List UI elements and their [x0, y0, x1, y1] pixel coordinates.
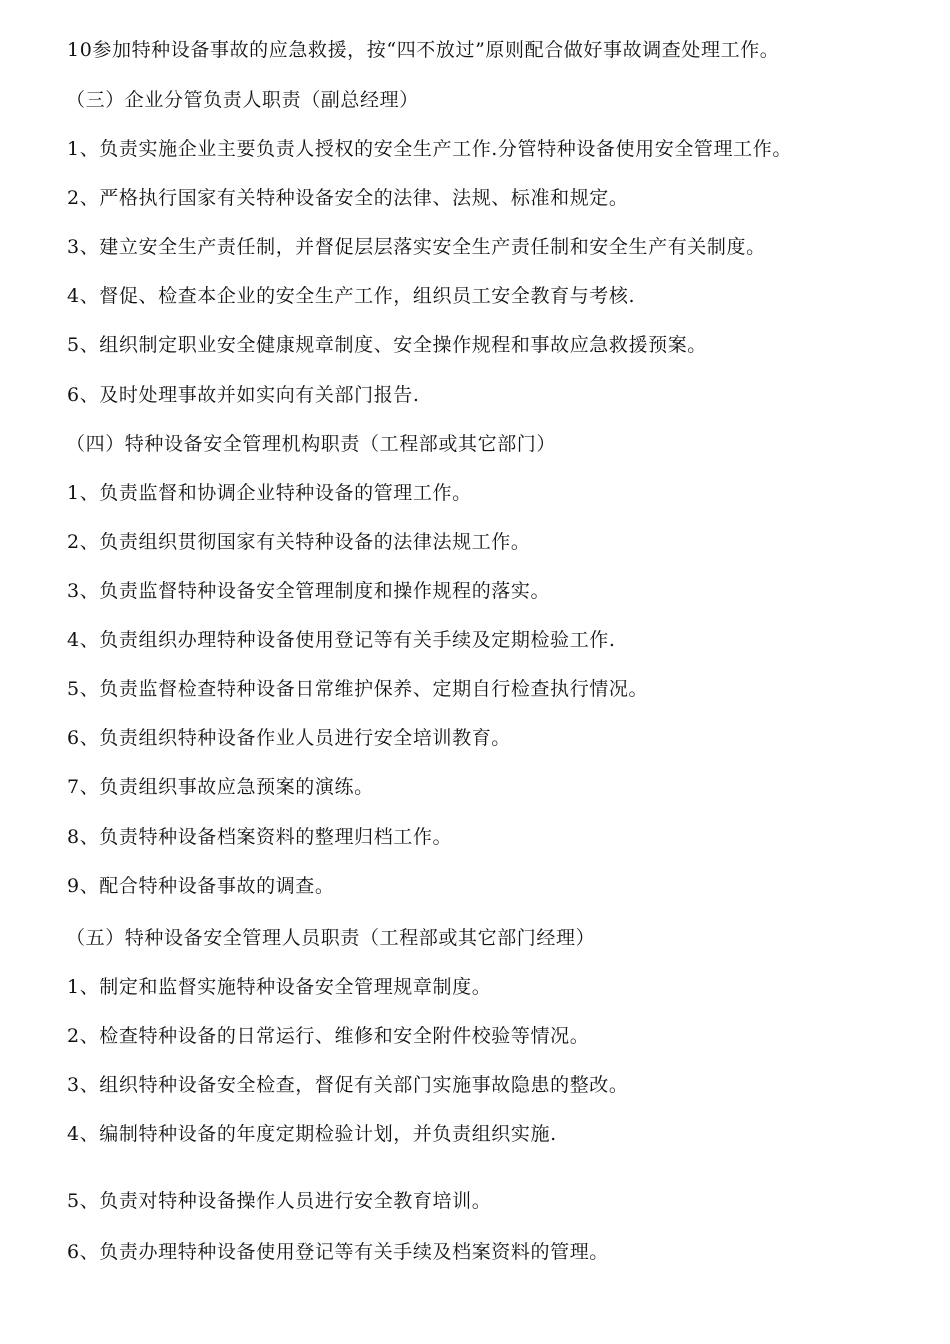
list-item: 5、负责监督检查特种设备日常维护保养、定期自行检查执行情况。 — [67, 678, 649, 700]
list-item: 2、检查特种设备的日常运行、维修和安全附件校验等情况。 — [67, 1025, 590, 1047]
list-item: 3、组织特种设备安全检查，督促有关部门实施事故隐患的整改。 — [67, 1074, 629, 1096]
section-heading-4: （四）特种设备安全管理机构职责（工程部或其它部门） — [66, 433, 557, 455]
list-item: 3、建立安全生产责任制，并督促层层落实安全生产责任制和安全生产有关制度。 — [67, 236, 766, 258]
list-item: 1、负责监督和协调企业特种设备的管理工作。 — [67, 482, 472, 504]
list-item: 2、负责组织贯彻国家有关特种设备的法律法规工作。 — [67, 531, 531, 553]
list-item: 2、严格执行国家有关特种设备安全的法律、法规、标准和规定。 — [67, 187, 629, 209]
list-item: 5、组织制定职业安全健康规章制度、安全操作规程和事故应急救援预案。 — [67, 334, 707, 356]
list-item: 1、负责实施企业主要负责人授权的安全生产工作.分管特种设备使用安全管理工作。 — [67, 138, 792, 160]
list-item: 4、编制特种设备的年度定期检验计划，并负责组织实施. — [67, 1123, 557, 1145]
list-item: 5、负责对特种设备操作人员进行安全教育培训。 — [67, 1190, 492, 1212]
list-item: 1、制定和监督实施特种设备安全管理规章制度。 — [67, 976, 492, 998]
list-item: 4、负责组织办理特种设备使用登记等有关手续及定期检验工作. — [67, 629, 616, 651]
list-item: 8、负责特种设备档案资料的整理归档工作。 — [67, 826, 453, 848]
list-item: 4、督促、检查本企业的安全生产工作，组织员工安全教育与考核. — [67, 285, 636, 307]
list-item: 9、配合特种设备事故的调查。 — [67, 875, 335, 897]
section-heading-5: （五）特种设备安全管理人员职责（工程部或其它部门经理） — [66, 927, 596, 949]
list-item: 6、及时处理事故并如实向有关部门报告. — [67, 384, 420, 406]
list-item: 3、负责监督特种设备安全管理制度和操作规程的落实。 — [67, 580, 551, 602]
list-item: 6、负责办理特种设备使用登记等有关手续及档案资料的管理。 — [67, 1241, 609, 1263]
list-item: 7、负责组织事故应急预案的演练。 — [67, 776, 374, 798]
paragraph-item-10: 10参加特种设备事故的应急救援，按“四不放过”原则配合做好事故调查处理工作。 — [67, 39, 780, 61]
list-item: 6、负责组织特种设备作业人员进行安全培训教育。 — [67, 727, 511, 749]
section-heading-3: （三）企业分管负责人职责（副总经理） — [66, 89, 419, 111]
